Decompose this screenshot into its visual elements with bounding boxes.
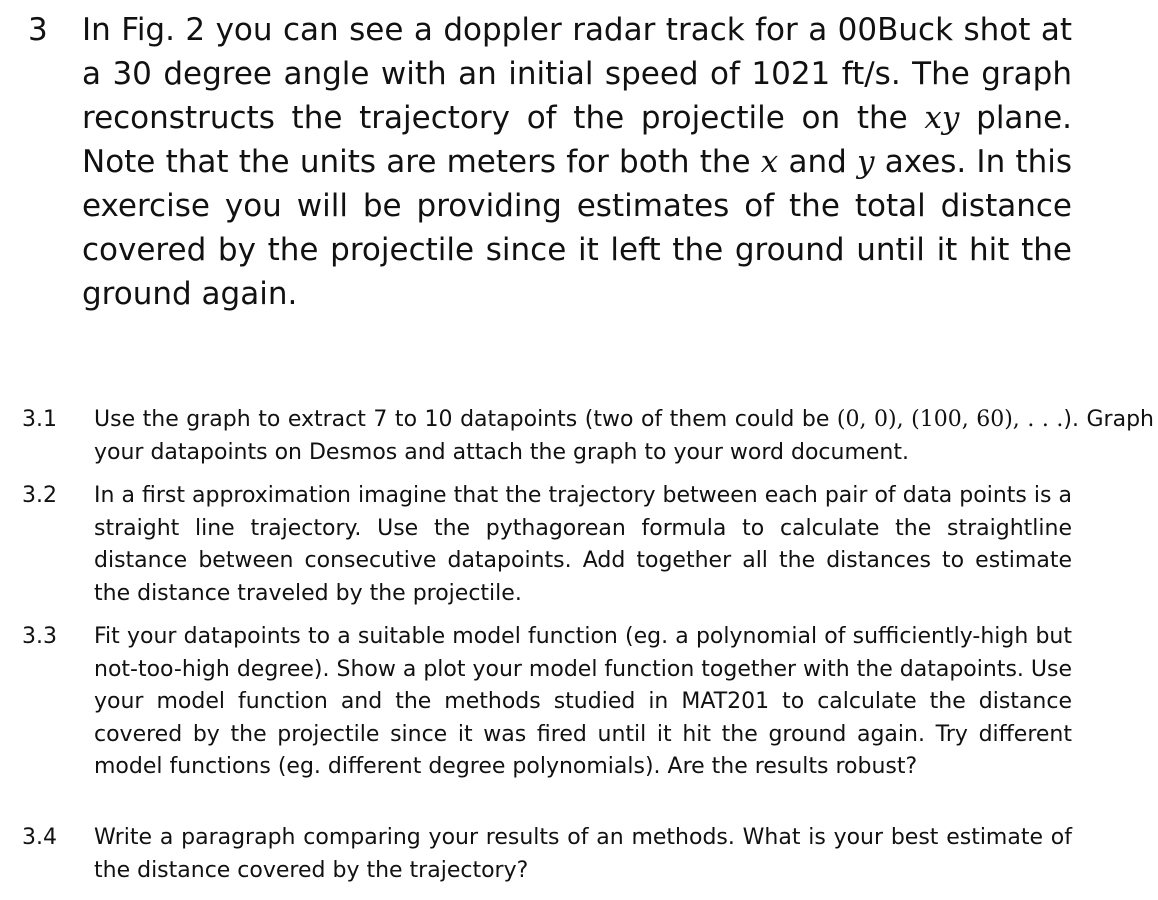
problem-statement xyxy=(82,8,1072,316)
subitem-number: 3.3 xyxy=(22,624,57,649)
xy-symbol: xy xyxy=(924,100,960,136)
subitem-text: In a first approximation imagine that the trajectory between each pair of data points is a straight line trajectory. Use the pythagorean formula to calculate the straightline distance between consecutive datapoints. Add together all the distances to estimate the distance traveled by the projectile. xyxy=(94,483,1072,606)
problem-text-and: and xyxy=(778,144,858,180)
x-symbol: x xyxy=(760,144,779,180)
y-symbol: y xyxy=(857,144,875,180)
problem-number: 3 xyxy=(28,12,48,48)
problem-text-part-1: In Fig. 2 you can see a doppler radar track for a 00Buck shot at a 30 degree angle with an initial speed of 1021 ft/s. The graph reconstructs the trajectory of the projectile on the xyxy=(82,12,1072,136)
example-datapoints: (0, 0), (100, 60), . . . xyxy=(836,407,1064,432)
subitem-text-part-1: Use the graph to extract 7 to 10 datapoints (two of them could be xyxy=(94,407,837,432)
subitem-number: 3.4 xyxy=(22,825,57,850)
subitem-text: Write a paragraph comparing your results of an methods. What is your best estimate of the distance covered by the trajectory? xyxy=(94,825,1072,883)
problem-text-part-2: plane. Note that the units are meters for both the xyxy=(82,100,1072,180)
subitem-number: 3.1 xyxy=(22,407,57,432)
problem-text-part-3: axes. In this exercise you will be providing estimates of the total distance covered by the projectile since it left the ground until it hit the ground again. xyxy=(82,144,1072,312)
subitem-number: 3.2 xyxy=(22,483,57,508)
subitem-text xyxy=(94,404,1154,469)
subitem-text-part-2: ). Graph your datapoints on Desmos and attach the graph to your word document. xyxy=(94,407,1154,465)
subitem-text: Fit your datapoints to a suitable model function (eg. a polynomial of sufficiently-high but not-too-high degree). Show a plot your model function together with the datapoints. Use your model function and the methods studied in MAT201 to calculate the distance covered by the projectile since it was fired until it hit the ground again. Try different model functions (eg. different degree polynomials). Are the results robust? xyxy=(94,624,1072,779)
